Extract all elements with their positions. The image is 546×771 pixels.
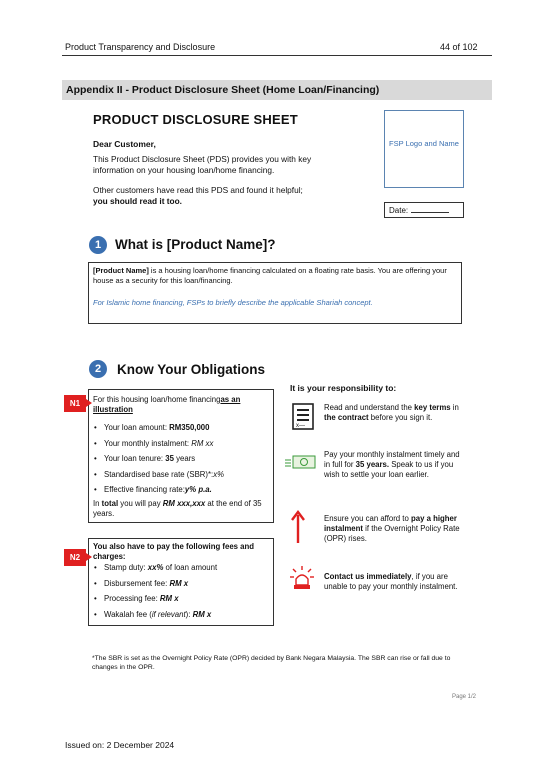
sbr-value: x% bbox=[213, 469, 225, 479]
effective-rate-item: • Effective financing rate:y% p.a. bbox=[93, 485, 268, 501]
section-2-title: Know Your Obligations bbox=[117, 362, 265, 377]
islamic-financing-note: For Islamic home financing, FSPs to briefly describe the applicable Shariah concept. bbox=[93, 298, 373, 307]
page-counter: 44 of 102 bbox=[440, 42, 478, 52]
product-name-placeholder: [Product Name] bbox=[93, 266, 149, 275]
document-header-title: Product Transparency and Disclosure bbox=[65, 42, 216, 52]
pds-title: PRODUCT DISCLOSURE SHEET bbox=[93, 112, 298, 127]
section-1-title: What is [Product Name]? bbox=[115, 237, 276, 252]
intro2-text: Other customers have read this PDS and found it helpful; bbox=[93, 185, 303, 195]
responsibility-afford-higher: Ensure you can afford to pay a higher instalment if the Overnight Policy Rate (OPR) rises. bbox=[324, 514, 460, 543]
date-blank-line bbox=[411, 205, 449, 213]
greeting: Dear Customer, bbox=[93, 139, 156, 149]
section-2-number: 2 bbox=[89, 360, 107, 378]
money-icon bbox=[285, 453, 317, 471]
responsibility-heading: It is your responsibility to: bbox=[290, 383, 397, 393]
date-field bbox=[389, 205, 449, 215]
illustration-intro bbox=[93, 395, 263, 415]
appendix-title: Appendix II - Product Disclosure Sheet (Home Loan/Financing) bbox=[66, 84, 380, 96]
illustration-list bbox=[93, 423, 268, 501]
fsp-logo-placeholder: FSP Logo and Name bbox=[389, 139, 459, 148]
product-description bbox=[93, 266, 457, 286]
responsibility-pay-instalment: Pay your monthly instalment timely and in full for 35 years. Speak to us if you wish to settle your loan earlier. bbox=[324, 450, 460, 479]
processing-fee-item: • Processing fee: RM x bbox=[93, 594, 271, 610]
effective-rate-value: y% p.a. bbox=[184, 485, 212, 495]
sbr-footnote: *The SBR is set as the Overnight Policy Rate (OPR) decided by Bank Negara Malaysia. The SBR can rise or fall due to changes in the OPR. bbox=[92, 655, 451, 671]
fees-heading: You also have to pay the following fees and charges: bbox=[93, 542, 255, 561]
wakalah-fee-item: • Wakalah fee (if relevant): RM x bbox=[93, 610, 271, 626]
fsp-logo-box bbox=[384, 110, 464, 188]
date-label: Date: bbox=[389, 206, 409, 215]
loan-tenure-item: • Your loan tenure: 35 years bbox=[93, 454, 268, 470]
intro-paragraph-2 bbox=[93, 185, 343, 207]
header-divider bbox=[62, 55, 492, 56]
issued-date: Issued on: 2 December 2024 bbox=[65, 740, 175, 750]
arrow-up-icon bbox=[291, 510, 305, 544]
responsibility-contact-us: Contact us immediately, if you are unable to pay your monthly instalment. bbox=[324, 572, 458, 591]
monthly-instalment-value: RM xx bbox=[191, 438, 214, 448]
tag-n2: N2 bbox=[64, 549, 86, 566]
pds-page-marker: Page 1/2 bbox=[452, 694, 477, 700]
section-1-number: 1 bbox=[89, 236, 107, 254]
monthly-instalment-item: • Your monthly instalment: RM xx bbox=[93, 439, 268, 455]
sbr-item: • Standardised base rate (SBR)*:x% bbox=[93, 470, 268, 486]
intro2-emphasis: you should read it too. bbox=[93, 196, 182, 206]
svg-text:x—: x— bbox=[296, 423, 305, 429]
illustration-intro-text: For this housing loan/home financing bbox=[93, 395, 221, 404]
total-payment: In total you will pay RM xxx,xxx at the end of 35 years. bbox=[93, 499, 262, 518]
contract-icon bbox=[292, 403, 314, 430]
responsibility-read-contract: Read and understand the key terms in the contract before you sign it. bbox=[324, 403, 459, 422]
loan-amount-value: RM350,000 bbox=[169, 423, 210, 432]
fees-list bbox=[93, 563, 271, 625]
stamp-duty-item: • Stamp duty: xx% of loan amount bbox=[93, 563, 271, 579]
tag-n1: N1 bbox=[64, 395, 86, 412]
alarm-siren-icon bbox=[289, 565, 315, 591]
loan-tenure-value: 35 bbox=[165, 454, 174, 464]
intro-paragraph: This Product Disclosure Sheet (PDS) provides you with key information on your housing loan/home financing. bbox=[93, 154, 312, 175]
disbursement-fee-item: • Disbursement fee: RM x bbox=[93, 579, 271, 595]
loan-amount-item: • Your loan amount: RM350,000 bbox=[93, 423, 268, 439]
product-description-text: is a housing loan/home financing calculated on a floating rate basis. You are offering your house as a security for this loan/financing. bbox=[93, 266, 447, 285]
illustration-emphasis: as an illustration bbox=[93, 395, 241, 414]
total-payment-value: RM xxx,xxx bbox=[162, 499, 206, 508]
